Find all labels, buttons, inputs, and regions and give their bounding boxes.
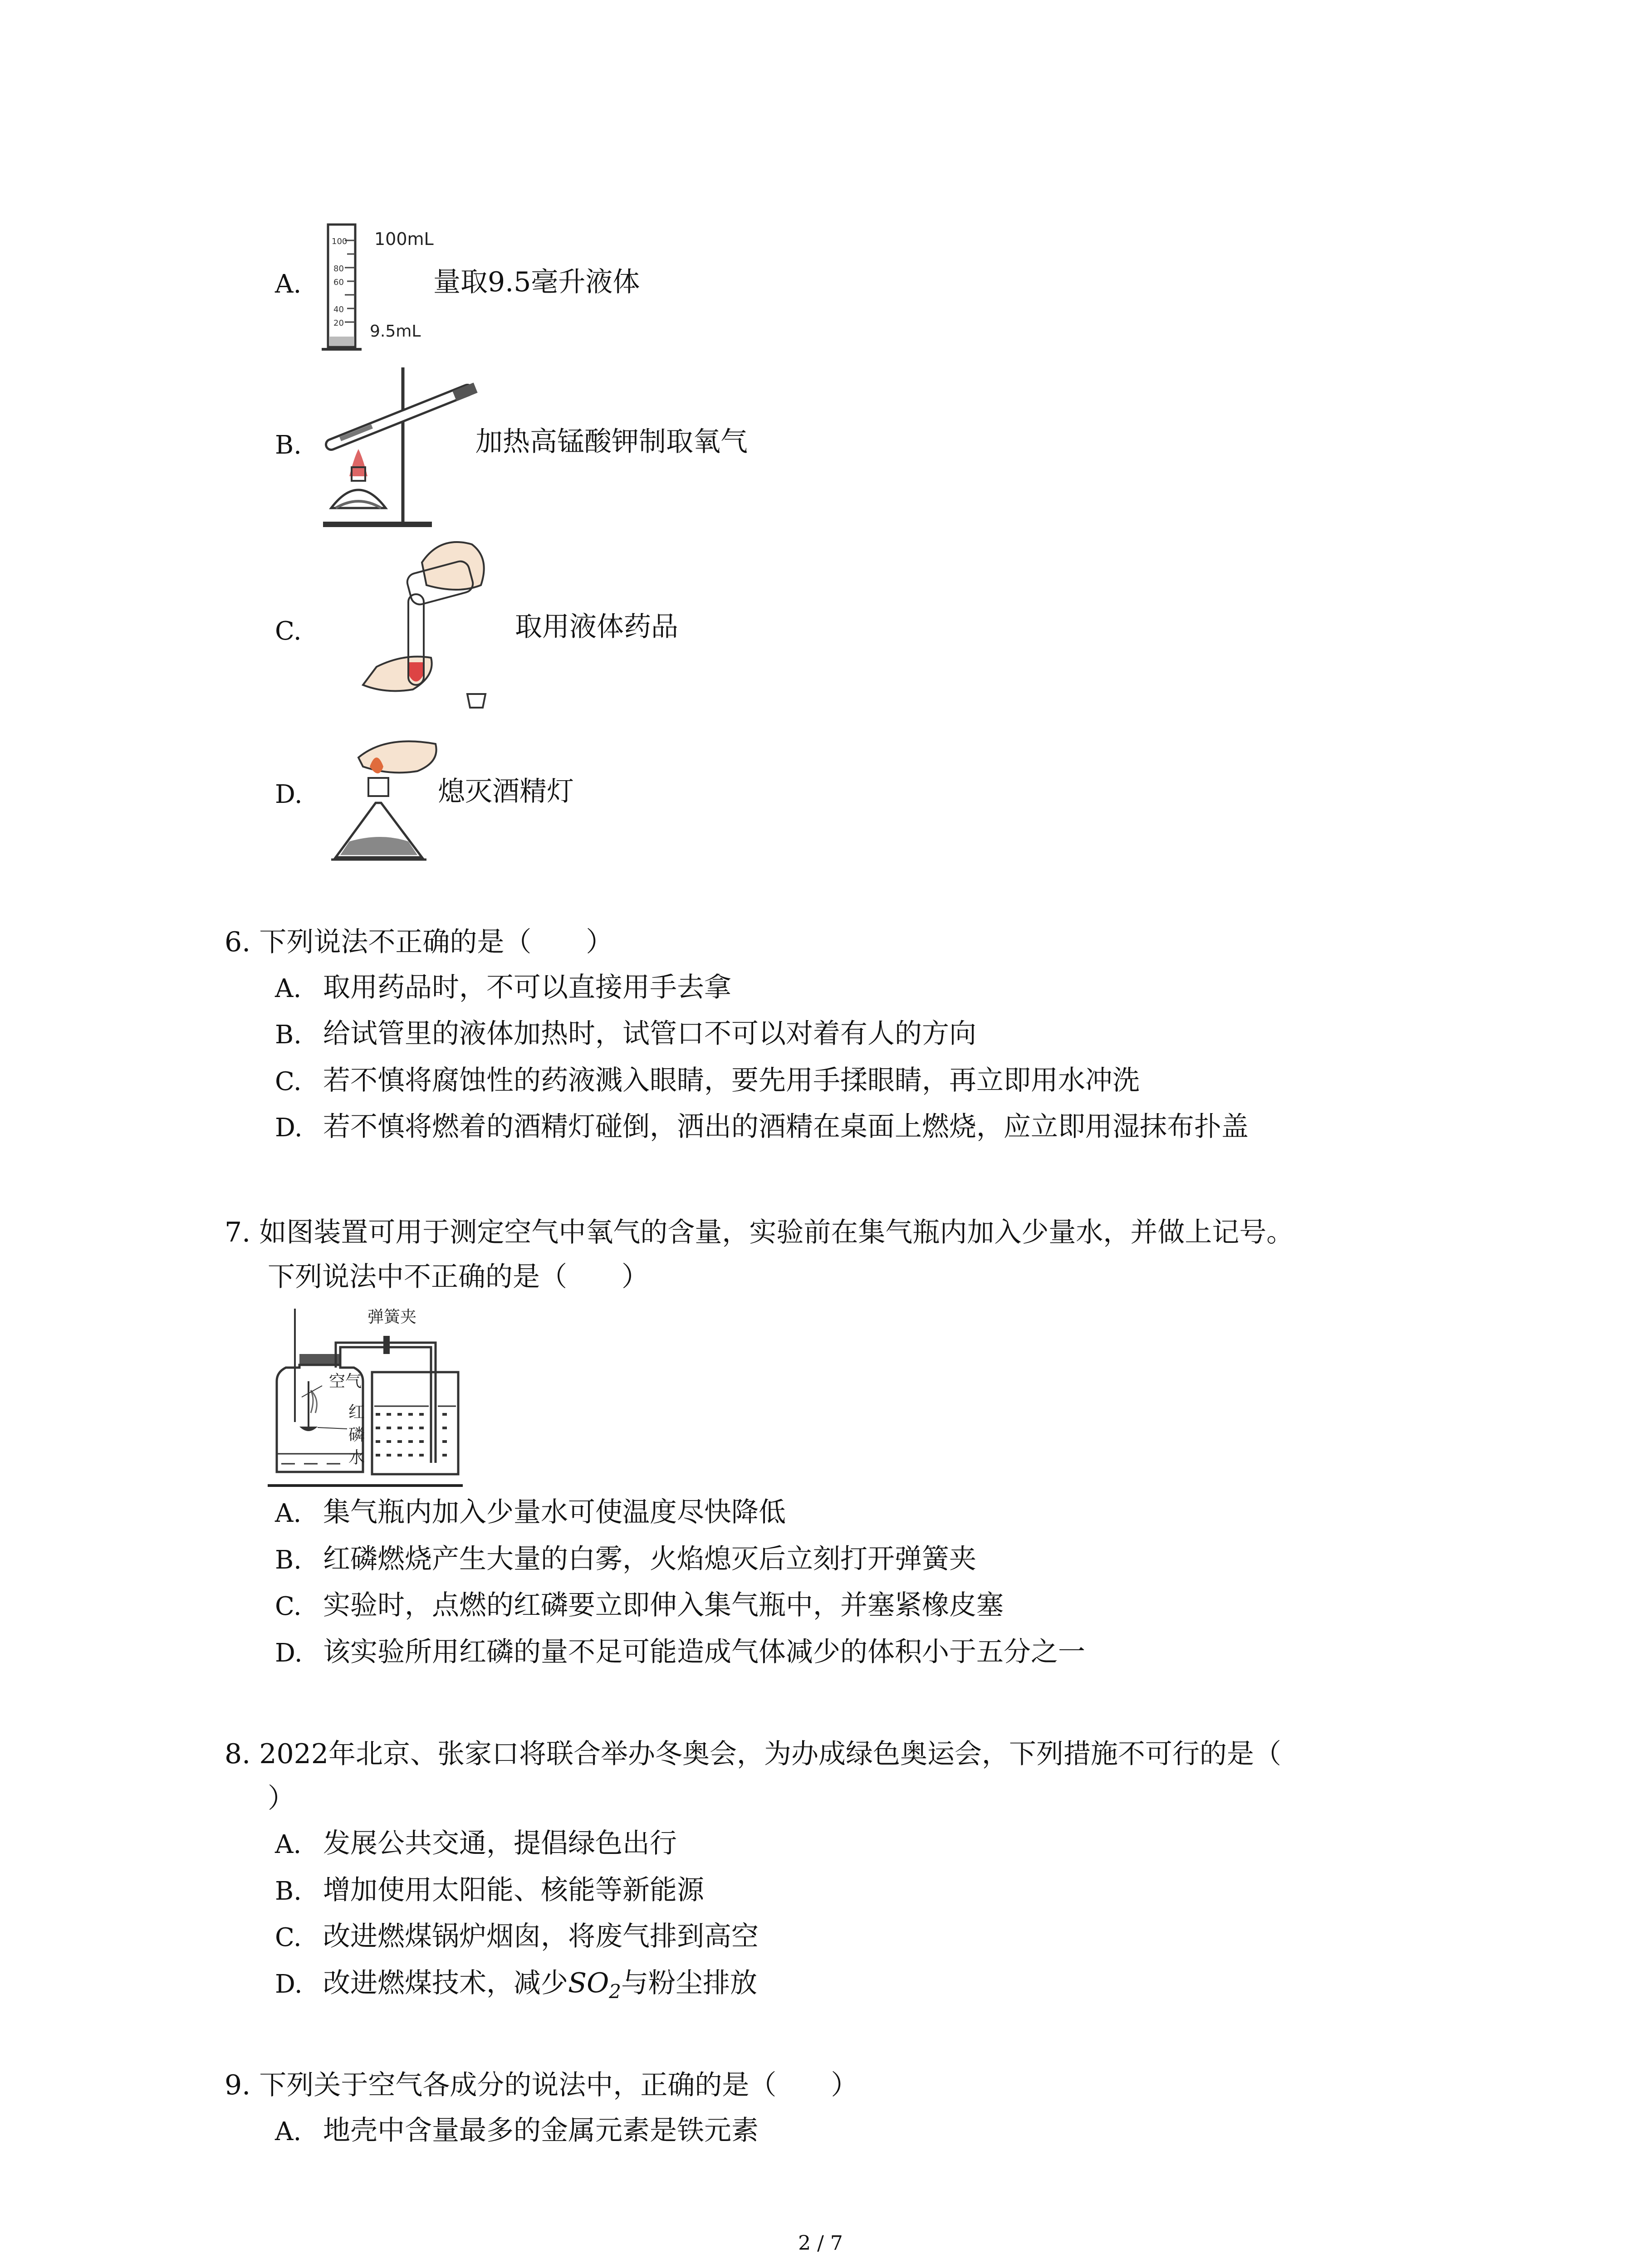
oxygen-measurement-apparatus-figure bbox=[268, 1304, 476, 1490]
page-number: 2 / 7 bbox=[798, 2232, 843, 2255]
q6-option-a-text: 取用药品时，不可以直接用手去拿 bbox=[323, 972, 731, 1003]
graduated-cylinder-figure bbox=[320, 218, 438, 354]
q5-option-b-caption: 加热高锰酸钾制取氧气 bbox=[475, 426, 748, 458]
q6-option-a-letter: A. bbox=[275, 974, 302, 1003]
q7-option-c-letter: C. bbox=[275, 1592, 302, 1621]
q6-stem: 6. 下列说法不正确的是（ ） bbox=[225, 926, 613, 958]
label-red-phosphorus-1: 红 bbox=[348, 1403, 365, 1422]
alcohol-lamp-extinguish-figure bbox=[318, 730, 445, 866]
q7-option-c-text: 实验时，点燃的红磷要立即伸入集气瓶中，并塞紧橡皮塞 bbox=[323, 1589, 1004, 1621]
label-spring-clamp: 弹簧夹 bbox=[367, 1308, 417, 1326]
q8-option-c-letter: C. bbox=[275, 1923, 302, 1952]
q5-option-d-caption: 熄灭酒精灯 bbox=[438, 776, 574, 807]
q5-option-c-letter: C. bbox=[275, 616, 302, 646]
q8-stem-line2: ） bbox=[268, 1783, 295, 1814]
q8-option-b-letter: B. bbox=[275, 1877, 302, 1906]
cylinder-tick-100: 100 bbox=[332, 237, 348, 246]
q6-option-c-text: 若不慎将腐蚀性的药液溅入眼睛，要先用手揉眼睛，再立即用水冲洗 bbox=[323, 1065, 1140, 1096]
q9-option-a-letter: A. bbox=[275, 2117, 302, 2146]
q8-option-d-text-after: 与粉尘排放 bbox=[621, 1967, 758, 1999]
q7-option-d-text: 该实验所用红磷的量不足可能造成气体减少的体积小于五分之一 bbox=[323, 1636, 1085, 1668]
q7-option-a-text: 集气瓶内加入少量水可使温度尽快降低 bbox=[323, 1496, 786, 1528]
liquid-pouring-figure bbox=[322, 531, 531, 721]
q5-option-b-letter: B. bbox=[275, 430, 302, 460]
q7-option-a-letter: A. bbox=[275, 1499, 302, 1528]
q9-option-a-text: 地壳中含量最多的金属元素是铁元素 bbox=[323, 2115, 759, 2146]
cylinder-tick-80: 80 bbox=[333, 264, 344, 274]
so2-formula-subscript: 2 bbox=[609, 1980, 622, 2003]
label-water: 水 bbox=[348, 1448, 365, 1467]
q6-option-b-letter: B. bbox=[275, 1020, 302, 1050]
potassium-permanganate-heating-figure bbox=[318, 358, 481, 535]
q5-option-a-caption: 量取9.5毫升液体 bbox=[433, 266, 640, 298]
q5-option-c-caption: 取用液体药品 bbox=[515, 611, 678, 643]
q5-option-a-letter: A. bbox=[275, 269, 302, 299]
q8-option-a-letter: A. bbox=[275, 1830, 302, 1859]
cylinder-tick-40: 40 bbox=[333, 305, 344, 314]
q8-option-a-text: 发展公共交通，提倡绿色出行 bbox=[323, 1828, 677, 1859]
q6-option-d-text: 若不慎将燃着的酒精灯碰倒，洒出的酒精在桌面上燃烧，应立即用湿抹布扑盖 bbox=[323, 1111, 1249, 1143]
q5-option-d-letter: D. bbox=[275, 780, 303, 809]
cylinder-label-9-5ml: 9.5mL bbox=[370, 322, 421, 341]
q9-stem: 9. 下列关于空气各成分的说法中，正确的是（ ） bbox=[225, 2069, 858, 2101]
q6-option-c-letter: C. bbox=[275, 1067, 302, 1096]
q8-option-b-text: 增加使用太阳能、核能等新能源 bbox=[323, 1874, 704, 1906]
label-air: 空气 bbox=[329, 1372, 362, 1391]
cylinder-tick-60: 60 bbox=[333, 278, 344, 287]
q8-option-c-text: 改进燃煤锅炉烟囱，将废气排到高空 bbox=[323, 1921, 759, 1952]
cylinder-tick-20: 20 bbox=[333, 318, 344, 328]
q7-option-d-letter: D. bbox=[275, 1638, 303, 1668]
q7-option-b-text: 红磷燃烧产生大量的白雾，火焰熄灭后立刻打开弹簧夹 bbox=[323, 1543, 976, 1575]
so2-formula-main: SO bbox=[568, 1967, 609, 1999]
q6-option-b-text: 给试管里的液体加热时，试管口不可以对着有人的方向 bbox=[323, 1018, 976, 1050]
q8-option-d-letter: D. bbox=[275, 1970, 303, 1999]
q7-stem-line1: 7. 如图装置可用于测定空气中氧气的含量，实验前在集气瓶内加入少量水，并做上记号。 bbox=[225, 1217, 1294, 1248]
q8-stem-line1: 8. 2022年北京、张家口将联合举办冬奥会，为办成绿色奥运会，下列措施不可行的是（ bbox=[225, 1738, 1282, 1770]
q7-stem-line2: 下列说法中不正确的是（ ） bbox=[268, 1261, 649, 1293]
q8-option-d-text bbox=[323, 1966, 757, 2009]
cylinder-label-100ml: 100mL bbox=[374, 229, 434, 249]
q7-option-b-letter: B. bbox=[275, 1545, 302, 1575]
label-red-phosphorus-2: 磷 bbox=[348, 1426, 365, 1444]
q6-option-d-letter: D. bbox=[275, 1113, 303, 1143]
q8-option-d-text-before: 改进燃煤技术，减少 bbox=[323, 1967, 568, 1999]
so2-formula bbox=[568, 1967, 622, 2003]
